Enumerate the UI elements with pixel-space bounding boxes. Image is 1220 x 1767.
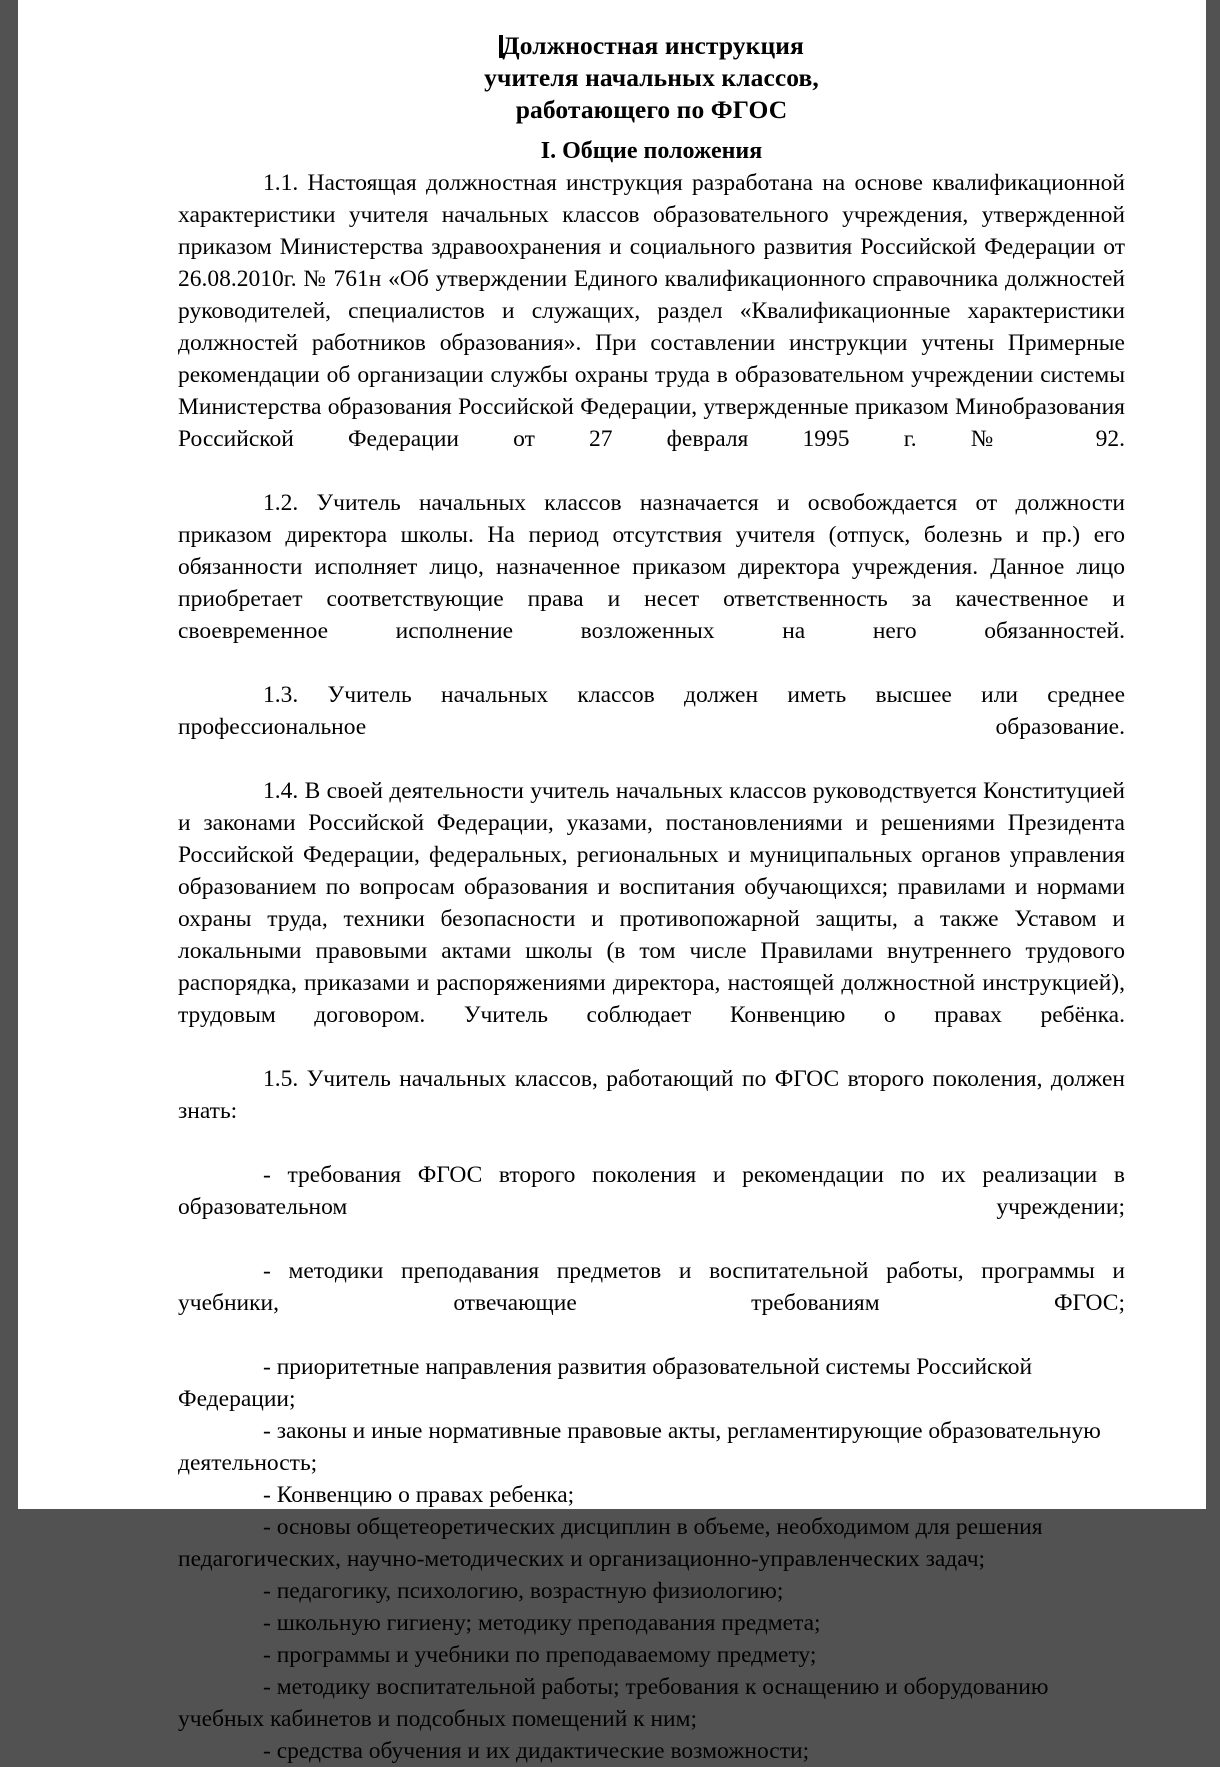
page-title [178,30,1125,126]
list-item: - школьную гигиену; методику преподавания предмета; [263,1610,821,1636]
title-line-1 [178,30,1125,62]
list-item: - требования ФГОС второго поколения и рекомендации по их реализации в образовательном учреждении; [178,1162,1125,1220]
page-content [178,30,1125,1767]
list-item: - законы и иные нормативные правовые акты, регламентирующие образовательную деятельность; [178,1418,1101,1476]
paragraph-1-4: 1.4. В своей деятельности учитель начальных классов руководствуется Конституцией и законами Российской Федерации, указами, постановлениями и решениями Президента Российской Федерации, федеральных, региональных и муниципальных органов управления образованием по вопросам образования и воспитания обучающихся; правилами и нормами охраны труда, техники безопасности и противопожарной защиты, а также Уставом и локальными правовыми актами школы (в том числе Правилами внутреннего трудового распорядка, приказами и распоряжениями директора, настоящей должностной инструкцией), трудовым договором. Учитель соблюдает Конвенцию о правах ребёнка. [178,778,1125,1028]
paragraph-1-5: 1.5. Учитель начальных классов, работающий по ФГОС второго поколения, должен знать: [178,1066,1125,1124]
list-item: - основы общетеоретических дисциплин в объеме, необходимом для решения педагогических, научно-методических и организационно-управленческих задач; [178,1514,1043,1572]
list-item: - педагогику, психологию, возрастную физиологию; [263,1578,784,1604]
list-item: - методики преподавания предметов и воспитательной работы, программы и учебники, отвечающие требованиям ФГОС; [178,1258,1125,1316]
paragraph-1-1: 1.1. Настоящая должностная инструкция разработана на основе квалификационной характеристики учителя начальных классов образовательного учреждения, утвержденной приказом Министерства здравоохранения и социального развития Российской Федерации от 26.08.2010г. № 761н «Об утверждении Единого квалификационного справочника должностей руководителей, специалистов и служащих, раздел «Квалификационные характеристики должностей работников образования». При составлении инструкции учтены Примерные рекомендации об организации службы охраны труда в образовательном учреждении системы Министерства образования Российской Федерации, утвержденные приказом Минобразования Российской Федерации от 27 февраля 1995 г. № 92. [178,170,1125,452]
paragraph-1-2: 1.2. Учитель начальных классов назначается и освобождается от должности приказом директора школы. На период отсутствия учителя (отпуск, болезнь и пр.) его обязанности исполняет лицо, назначенное приказом директора учреждения. Данное лицо приобретает соответствующие права и несет ответственность за качественное и своевременное исполнение возложенных на него обязанностей. [178,490,1125,644]
list-item: - методику воспитательной работы; требования к оснащению и оборудованию учебных кабинетов и подсобных помещений к ним; [178,1674,1049,1732]
list-item: - программы и учебники по преподаваемому предмету; [263,1642,817,1668]
list-item: - приоритетные направления развития образовательной системы Российской Федерации; [178,1354,1033,1412]
title-line-2: учителя начальных классов, [484,63,819,92]
list-item: - средства обучения и их дидактические возможности; [263,1738,810,1764]
title-line-3: работающего по ФГОС [515,95,788,124]
list-item: - Конвенцию о правах ребенка; [263,1482,575,1508]
section-heading-general-provisions: I. Общие положения [540,138,763,164]
document-page[interactable] [18,0,1206,1764]
paragraph-1-3: 1.3. Учитель начальных классов должен иметь высшее или среднее профессиональное образование. [178,682,1125,740]
title-line-1-text: Должностная инструкция [502,31,804,60]
